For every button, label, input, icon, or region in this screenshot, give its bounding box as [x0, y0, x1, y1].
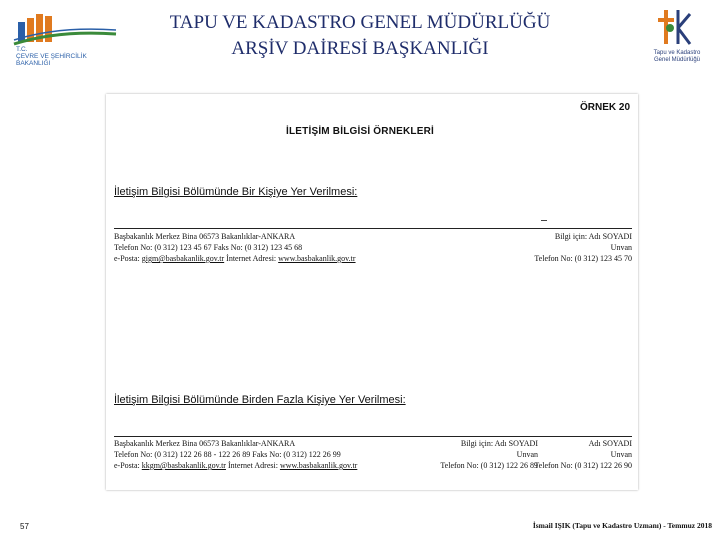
section2-info2-name: Adı SOYADI [588, 439, 632, 448]
tkgm-logo [640, 4, 712, 66]
section1-contact-line [114, 254, 356, 263]
section2-info2-phone: Telefon No: (0 312) 122 26 90 [534, 461, 632, 470]
section1-info-name: Bilgi için: Adı SOYADI [554, 232, 632, 241]
website-label: İnternet Adresi: [225, 461, 280, 470]
tkgm-logo-line-1: Tapu ve Kadastro [653, 50, 701, 56]
title-line-1: TAPU VE KADASTRO GENEL MÜDÜRLÜĞÜ [169, 12, 551, 33]
title-line-2: ARŞİV DAİRESİ BAŞKANLIĞI [231, 38, 489, 59]
section2-divider [114, 436, 632, 437]
website-link[interactable]: www.basbakanlik.gov.tr [279, 461, 358, 470]
ministry-logo [8, 10, 120, 67]
section2-info1-phone: Telefon No: (0 312) 122 26 89 [440, 461, 538, 470]
email-link[interactable]: gigm@basbakanlik.gov.tr [141, 254, 225, 263]
section2-contact-line [114, 461, 357, 470]
section1-heading: İletişim Bilgisi Bölümünde Bir Kişiye Yer Verilmesi: [114, 186, 358, 198]
email-label: e-Posta: [114, 461, 142, 470]
logo-line-3: BAKANLIĞI [16, 60, 51, 67]
footer-credit: İsmail IŞIK (Tapu ve Kadastro Uzmanı) - Temmuz 2018 [532, 521, 712, 530]
section2-address: Başbakanlık Merkez Bina 06573 Bakanlıklar-ANKARA [114, 439, 296, 448]
document-title: İLETİŞİM BİLGİSİ ÖRNEKLERİ [286, 126, 434, 137]
example-document [106, 94, 638, 490]
website-label: İnternet Adresi: [224, 254, 279, 263]
document-code: ÖRNEK 20 [579, 102, 630, 113]
section1-address: Başbakanlık Merkez Bina 06573 Bakanlıklar-ANKARA [114, 232, 296, 241]
page-number: 57 [20, 522, 29, 531]
logo-line-1: T.C. [16, 46, 28, 53]
section2-info1-name: Bilgi için: Adı SOYADI [460, 439, 538, 448]
section1-phone: Telefon No: (0 312) 123 45 67 Faks No: (0 312) 123 45 68 [114, 243, 303, 252]
section1-info-phone: Telefon No: (0 312) 123 45 70 [534, 254, 632, 263]
tkgm-logo-line-2: Genel Müdürlüğü [653, 57, 701, 63]
email-link[interactable]: kkgm@basbakanlik.gov.tr [141, 461, 226, 470]
section2-info2-title: Unvan [610, 450, 632, 459]
divider-tick [541, 220, 547, 221]
email-label: e-Posta: [114, 254, 142, 263]
section2-phone: Telefon No: (0 312) 122 26 88 - 122 26 89 Faks No: (0 312) 122 26 99 [114, 450, 341, 459]
logo-line-2: ÇEVRE VE ŞEHİRCİLİK [16, 53, 87, 60]
section2-info1-title: Unvan [516, 450, 538, 459]
ministry-logo-icon [8, 10, 120, 46]
section1-info-title: Unvan [610, 243, 632, 252]
section2-heading: İletişim Bilgisi Bölümünde Birden Fazla Kişiye Yer Verilmesi: [114, 394, 406, 406]
page-title [140, 10, 580, 62]
section1-divider [114, 228, 632, 229]
tkgm-logo-icon [640, 4, 712, 50]
website-link[interactable]: www.basbakanlik.gov.tr [278, 254, 356, 263]
